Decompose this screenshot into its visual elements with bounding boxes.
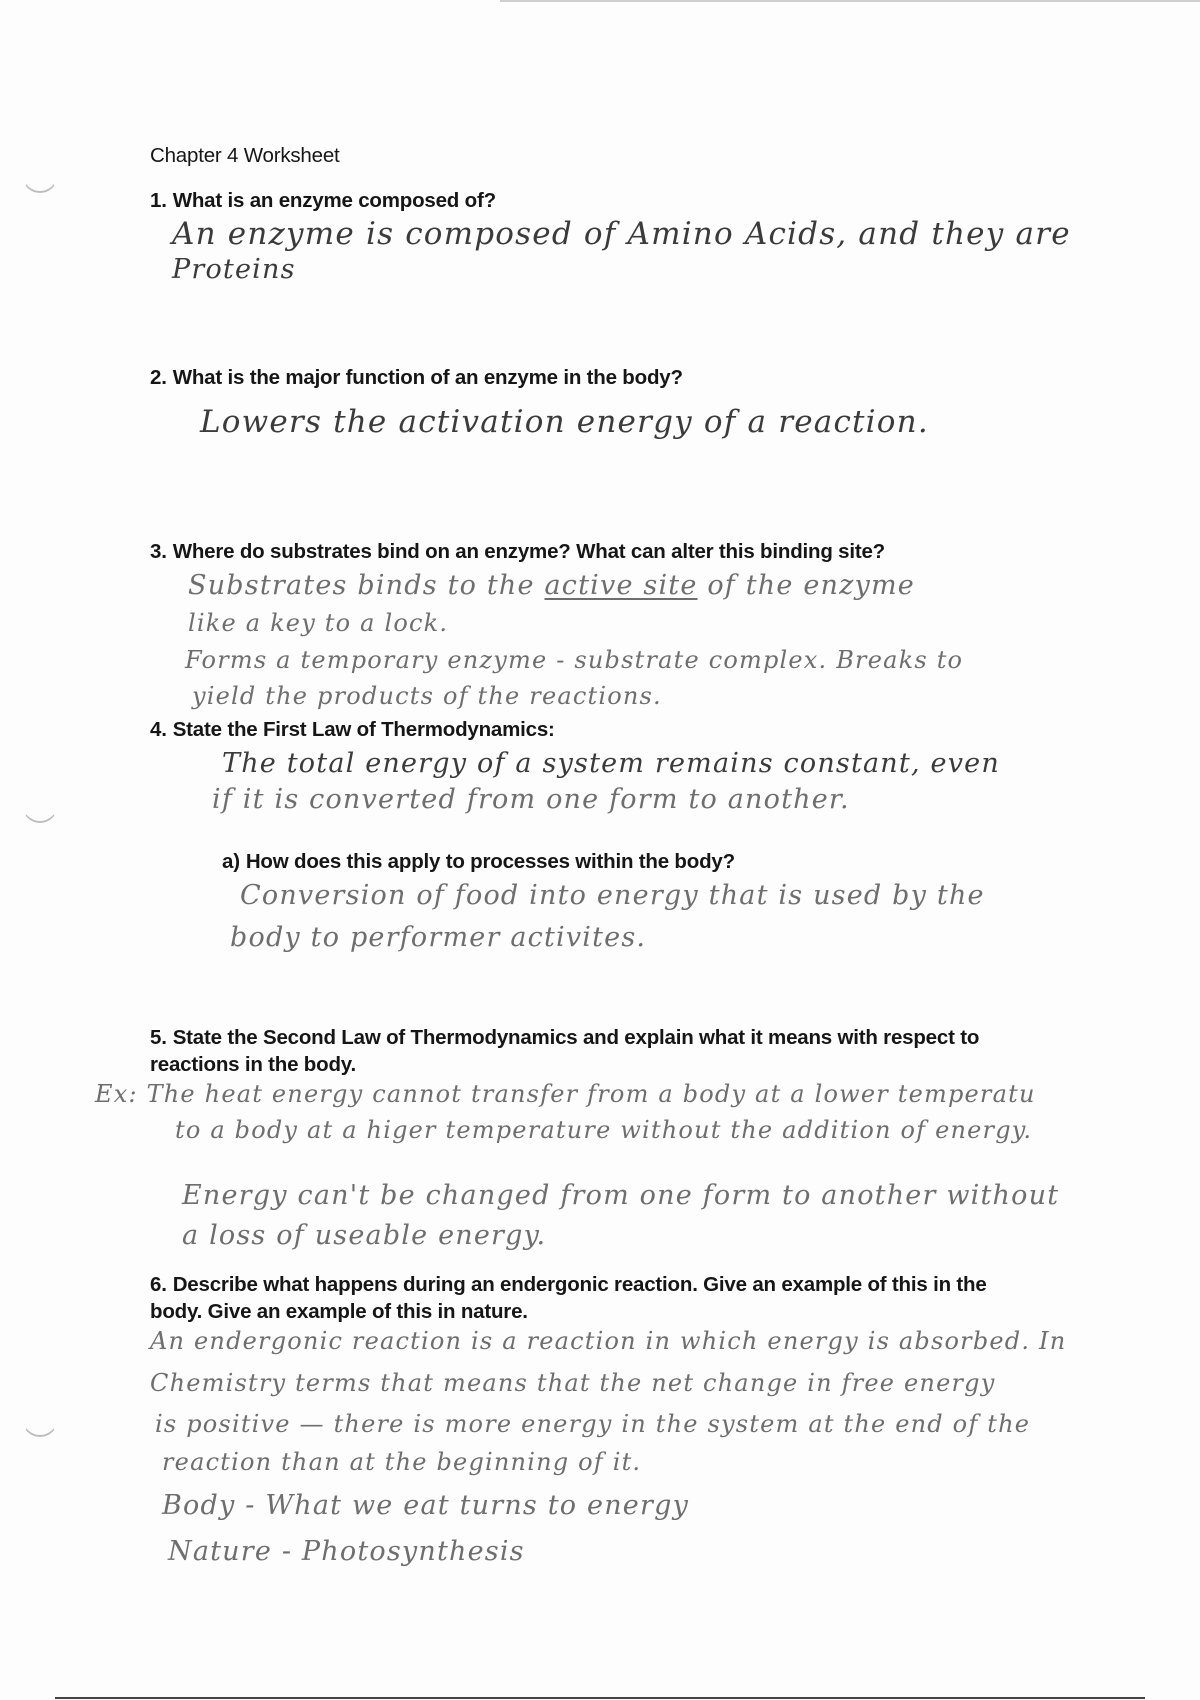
question-text: State the Second Law of Thermodynamics and explain what it means with respect to bbox=[172, 1026, 980, 1049]
answer-1-line-1: An enzyme is composed of Amino Acids, and they are bbox=[172, 216, 1071, 252]
answer-3-line-3: Forms a temporary enzyme - substrate complex. Breaks to bbox=[185, 646, 964, 674]
scan-edge-line bbox=[500, 0, 1200, 2]
question-number: 5. bbox=[150, 1026, 167, 1049]
question-text: How does this apply to processes within the body? bbox=[245, 850, 735, 873]
answer-5-line-1: Ex: The heat energy cannot transfer from a body at a lower temperatu bbox=[95, 1080, 1036, 1108]
answer-6-line-4: reaction than at the beginning of it. bbox=[162, 1448, 642, 1476]
answer-4-line-1: The total energy of a system remains constant, even bbox=[222, 748, 1000, 779]
answer-5-line-2: to a body at a higer temperature without the addition of energy. bbox=[175, 1116, 1033, 1144]
question-5 bbox=[150, 1026, 979, 1050]
question-text: What is the major function of an enzyme in the body? bbox=[172, 366, 683, 389]
answer-6-line-6: Nature - Photosynthesis bbox=[168, 1536, 525, 1567]
punch-hole-mark bbox=[22, 786, 58, 823]
punch-hole-mark bbox=[22, 1400, 58, 1437]
answer-4-line-2: if it is converted from one form to another. bbox=[212, 784, 850, 815]
question-4a bbox=[222, 850, 735, 874]
question-text: What is an enzyme composed of? bbox=[172, 189, 496, 212]
question-4 bbox=[150, 718, 555, 742]
answer-text: Substrates binds to the bbox=[188, 570, 535, 601]
punch-hole-mark bbox=[22, 156, 58, 193]
subquestion-label: a) bbox=[222, 850, 240, 873]
question-text: Describe what happens during an endergonic reaction. Give an example of this in the bbox=[172, 1273, 987, 1296]
answer-6-line-3: is positive — there is more energy in the system at the end of the bbox=[155, 1410, 1031, 1438]
answer-3-line-4: yield the products of the reactions. bbox=[192, 682, 662, 710]
answer-6-line-5: Body - What we eat turns to energy bbox=[162, 1490, 690, 1521]
answer-3-line-2: like a key to a lock. bbox=[188, 609, 449, 637]
question-text: State the First Law of Thermodynamics: bbox=[172, 718, 555, 741]
answer-4a-line-1: Conversion of food into energy that is used by the bbox=[240, 880, 985, 911]
question-5-continued: reactions in the body. bbox=[150, 1053, 356, 1076]
question-text: Where do substrates bind on an enzyme? What can alter this binding site? bbox=[172, 540, 886, 563]
question-number: 6. bbox=[150, 1273, 167, 1296]
worksheet-title: Chapter 4 Worksheet bbox=[150, 144, 340, 167]
bottom-rule bbox=[55, 1697, 1145, 1699]
question-6-continued: body. Give an example of this in nature. bbox=[150, 1300, 528, 1323]
answer-1-line-2: Proteins bbox=[172, 254, 296, 285]
answer-3-line-1 bbox=[188, 570, 915, 601]
answer-4a-line-2: body to performer activites. bbox=[230, 922, 647, 953]
question-number: 4. bbox=[150, 718, 167, 741]
answer-text: of the enzyme bbox=[707, 570, 915, 601]
question-number: 3. bbox=[150, 540, 167, 563]
answer-2-line-1: Lowers the activation energy of a reaction. bbox=[200, 404, 929, 440]
answer-6-line-2: Chemistry terms that means that the net change in free energy bbox=[150, 1369, 996, 1397]
question-2 bbox=[150, 366, 683, 390]
question-6 bbox=[150, 1273, 987, 1297]
answer-6-line-1: An endergonic reaction is a reaction in which energy is absorbed. In bbox=[150, 1327, 1067, 1355]
question-number: 1. bbox=[150, 189, 167, 212]
question-number: 2. bbox=[150, 366, 167, 389]
answer-5-line-3: Energy can't be changed from one form to another without bbox=[182, 1180, 1060, 1211]
answer-5-line-4: a loss of useable energy. bbox=[182, 1220, 547, 1251]
question-3 bbox=[150, 540, 885, 564]
underlined-term: active site bbox=[544, 570, 698, 601]
question-1 bbox=[150, 189, 496, 213]
